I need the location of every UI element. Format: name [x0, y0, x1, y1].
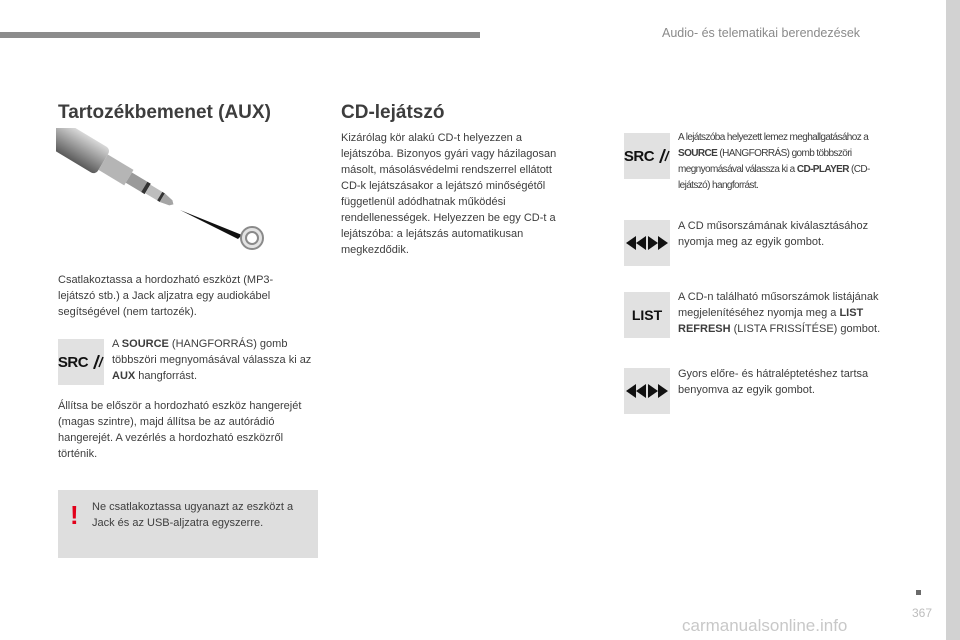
- cd-heading: CD-lejátszó: [341, 102, 445, 123]
- page-header-title: Audio- és telematikai berendezések: [662, 26, 861, 40]
- cd-track-buttons: [624, 220, 670, 266]
- list-button-icon: LIST: [631, 307, 663, 323]
- watermark: carmanualsonline.info: [682, 616, 848, 635]
- audio-jack-icon: [56, 128, 276, 252]
- page-number: 367: [912, 606, 933, 620]
- aux-src-button: [58, 339, 104, 385]
- cd-seek-text: Gyors előre- és hátraléptetéshez tartsa benyomva az egyik gombot.: [678, 368, 869, 396]
- cd-list-text: A CD-n található műsorszámok listájának megjelenítéséhez nyomja meg a LIST REFRESH (LISTA FRISSÍTÉSE) gombot.: [678, 291, 881, 335]
- cd-src-button: [624, 133, 670, 179]
- src-button-icon: SRC: [624, 148, 670, 165]
- prev-next-icon: [626, 236, 668, 250]
- cd-list-button: [624, 292, 670, 338]
- warning-notice: [58, 490, 318, 558]
- aux-src-text: A SOURCE (HANGFORRÁS) gomb többszöri megnyomásával válassza ki az AUX hangforrást.: [112, 338, 312, 382]
- side-strip: [946, 0, 960, 640]
- warning-icon: !: [70, 500, 79, 530]
- warning-text: Ne csatlakoztassa ugyanazt az eszközt a Jack és az USB-aljzatra egyszerre.: [92, 501, 294, 529]
- aux-volume-text: Állítsa be először a hordozható eszköz hangerejét (magas szintre), majd állítsa be az autórádió hangerejét. A vezérlés a hordozható eszközről történik.: [58, 400, 302, 460]
- aux-heading: Tartozékbemenet (AUX): [58, 102, 271, 123]
- aux-connect-text: Csatlakoztassa a hordozható eszközt (MP3-lejátszó stb.) a Jack aljzatra egy audiokábel segítségével (nem tartozék).: [58, 274, 274, 318]
- page-dot: [916, 590, 921, 595]
- cd-seek-buttons: [624, 368, 670, 414]
- src-button-icon: SRC: [58, 354, 104, 371]
- header-bar: [0, 32, 480, 38]
- cd-src-text: A lejátszóba helyezett lemez meghallgatásához a SOURCE (HANGFORRÁS) gomb többszöri megnyomásával válassza ki a CD-PLAYER (CD-lejátszó) hangforrást.: [678, 132, 870, 191]
- prev-next-icon: [626, 384, 668, 398]
- cd-intro-text: Kizárólag kör alakú CD-t helyezzen a lejátszóba. Bizonyos gyári vagy házilagosan másolt, másolásvédelmi rendszerrel ellátott CD-k lejátszásakor a lejátszó minőségétől függetlenül adódhatnak működési rendellenességek. Helyezzen be egy CD-t a lejátszóba: a lejátszás automatikusan megkezdődik.: [341, 132, 557, 256]
- cd-track-text: A CD műsorszámának kiválasztásához nyomja meg az egyik gombot.: [678, 220, 869, 248]
